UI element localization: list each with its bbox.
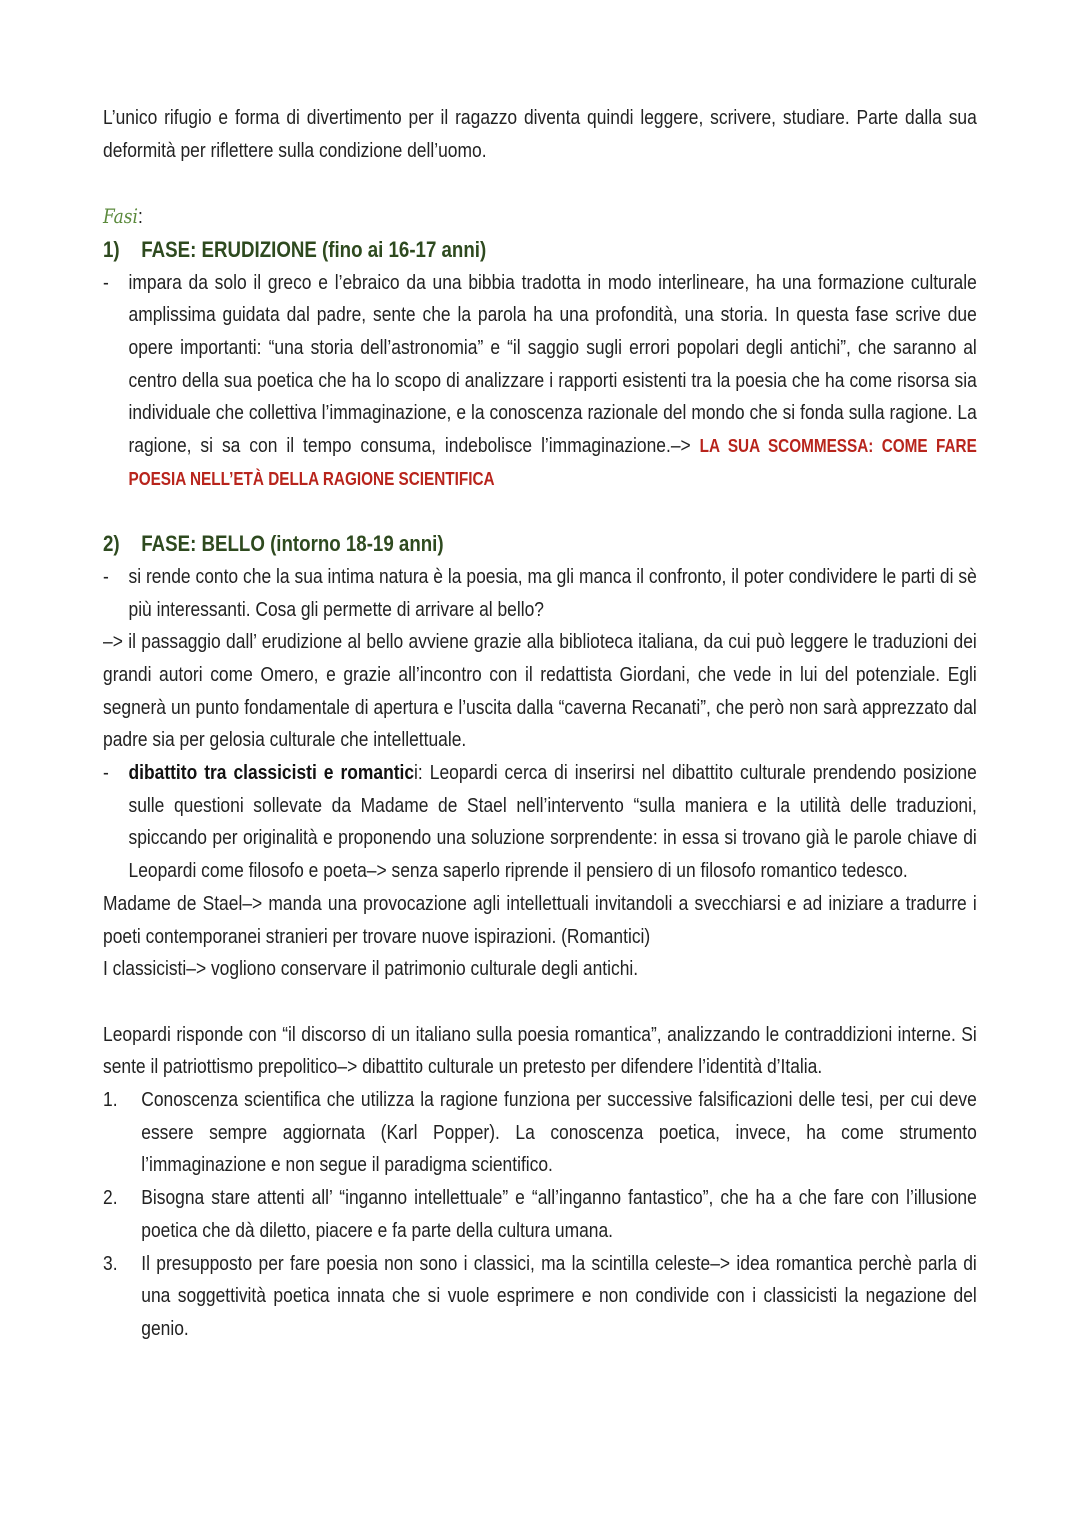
document-page [103,102,977,1346]
phase1-bullet: - impara da solo il greco e l’ebraico da una bibbia tradotta in modo interlineare, ha una formazione culturale amplissima guidata dal padre, sente che la parola ha una profondità, una storia. In questa fase scrive due opere importanti: “una storia dell’astronomia” e “il saggio sugli errori popolari degli antichi”, che saranno al centro della sua poetica che ha lo scopo di analizzare i rapporti esistenti tra la poesia che ha come risorsa sia individuale che collettiva l’immaginazione, e la conoscenza razionale del mondo che si fonda sulla ragione. La ragione, si sa con il tempo consuma, indebolisce l’immaginazione.–> LA SUA SCOMMESSA: COME FARE POESIA NELL’ETÀ DELLA RAGIONE SCIENTIFICA [103,270,977,489]
fasi-label: Fasi: [103,204,143,229]
phase2-heading: 2) FASE: BELLO (intorno 18-19 anni) [103,531,444,557]
phase2-para3: I classicisti–> vogliono conservare il patrimonio culturale degli antichi. [103,957,639,981]
phase2-para1: –> il passaggio dall’ erudizione al bello avviene grazie alla biblioteca italiana, da cui può leggere le traduzioni dei grandi autori come Omero, e grazie all’incontro con il redattista Giordani, che vede in lui del potenziale. Egli segnerà un punto fondamentale di apertura e l’uscita dalla “caverna Recanati”, che però non sarà apprezzato dal padre sia per gelosia culturale che intellettuale. [103,630,977,752]
response-paragraph: Leopardi risponde con “il discorso di un italiano sulla poesia romantica”, analizzando le contraddizioni interne. Si sente il patriottismo prepolitico–> dibattito culturale un pretesto per difendere l’identità d’Italia. [103,1022,977,1079]
point-item: 3. Il presupposto per fare poesia non sono i classici, ma la scintilla celeste–> idea romantica perchè parla di una soggettività poetica innata che si vuole esprimere e non condivide con i classicisti la negazione del genio. [103,1251,977,1340]
phase2-bullet2: - dibattito tra classicisti e romantici: Leopardi cerca di inserirsi nel dibattito culturale prendendo posizione sulle questioni sollevate da Madame de Stael nell’intervento “sulla maniera e la utilità delle traduzioni, spiccando per originalità e proponendo una soluzione sorprendente: in essa si trovano già le parole chiave di Leopardi come filosofo e poeta–> senza saperlo riprende il pensiero di un filosofo romantico tedesco. [103,761,977,883]
phase1-heading: 1) FASE: ERUDIZIONE (fino ai 16-17 anni) [103,236,487,262]
phase2-bullet1: - si rende conto che la sua intima natura è la poesia, ma gli manca il confronto, il poter condividere le parti di sè più interessanti. Cosa gli permette di arrivare al bello? [103,564,977,621]
point-item: 1. Conoscenza scientifica che utilizza la ragione funziona per successive falsificazioni delle tesi, per cui deve essere sempre aggiornata (Karl Popper). La conoscenza poetica, invece, ha come strumento l’immaginazione e non segue il paradigma scientifico. [103,1088,977,1177]
intro-paragraph: L’unico rifugio e forma di divertimento per il ragazzo diventa quindi leggere, scrivere, studiare. Parte dalla sua deformità per riflettere sulla condizione dell’uomo. [103,106,977,162]
phase1-highlight: LA SUA SCOMMESSA: COME FARE POESIA NELL’ETÀ DELLA RAGIONE SCIENTIFICA [128,436,977,489]
phase2-para2: Madame de Stael–> manda una provocazione agli intellettuali invitandoli a svecchiarsi e ad iniziare a tradurre i poeti contemporanei stranieri per trovare nuove ispirazioni. (Romantici) [103,891,977,948]
point-item: 2. Bisogna stare attenti all’ “inganno intellettuale” e “all’inganno fantastico”, che ha a che fare con l’illusione poetica che dà diletto, piacere e fa parte della cultura umana. [103,1186,977,1242]
